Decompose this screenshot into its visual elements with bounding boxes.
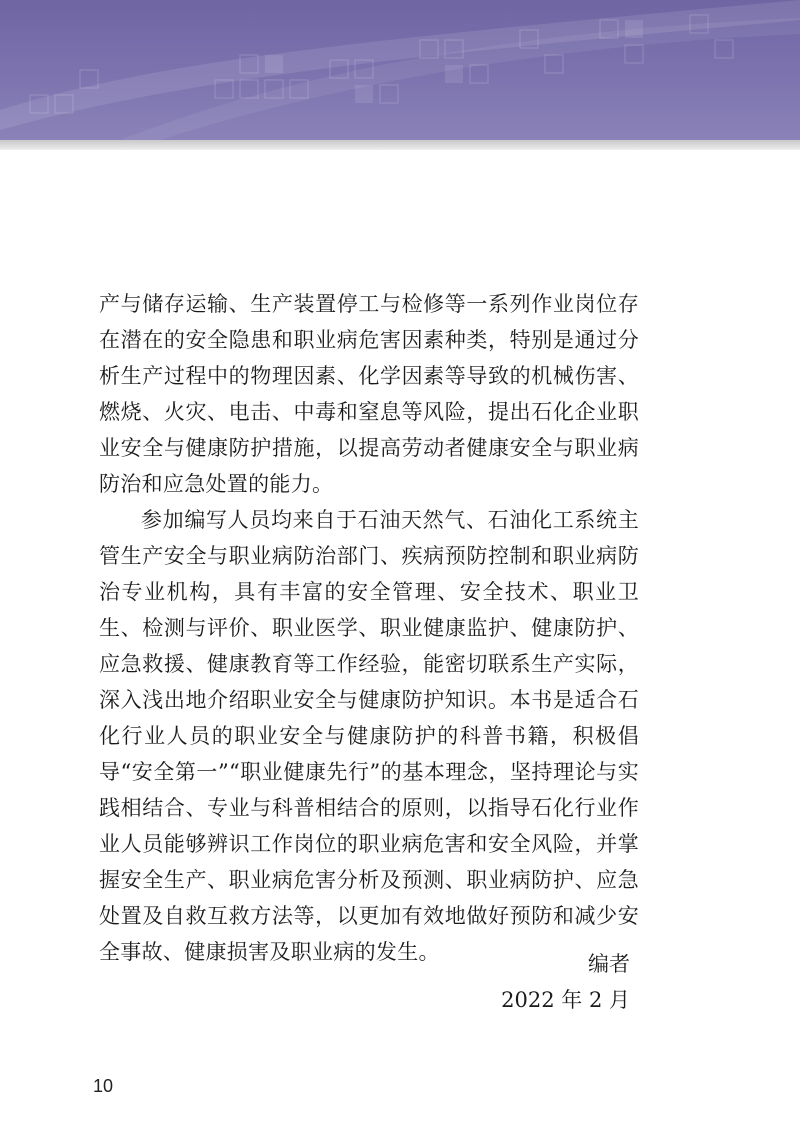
header-shadow-strip — [0, 140, 800, 150]
author-signature: 编者 — [588, 952, 630, 976]
preface-date: 2022 年 2 月 — [501, 988, 630, 1012]
paragraph-2: 参加编写人员均来自于石油天然气、石油化工系统主管生产安全与职业病防治部门、疾病预防控制和职业病防治专业机构，具有丰富的安全管理、安全技术、职业卫生、检测与评价、职业医学、职业健康监护、健康防护、应急救援、健康教育等工作经验，能密切联系生产实际，深入浅出地介绍职业安全与健康防护知识。本书是适合石化行业人员的职业安全与健康防护的科普书籍，积极倡导“安全第一”“职业健康先行”的基本理念，坚持理论与实践相结合、专业与科普相结合的原则，以指导石化行业作业人员能够辨识工作岗位的职业病危害和安全风险，并掌握安全生产、职业病危害分析及预测、职业病防护、应急处置及自救互救方法等，以更加有效地做好预防和减少安全事故、健康损害及职业病的发生。 — [99, 508, 639, 964]
page-number: 10 — [93, 1076, 114, 1096]
header-decorative-band — [0, 0, 800, 140]
header-pattern-graphic — [0, 0, 800, 140]
paragraph-1: 产与储存运输、生产装置停工与检修等一系列作业岗位存在潜在的安全隐患和职业病危害因素种类，特别是通过分析生产过程中的物理因素、化学因素等导致的机械伤害、燃烧、火灾、电击、中毒和窒息等风险，提出石化企业职业安全与健康防护措施，以提高劳动者健康安全与职业病防治和应急处置的能力。 — [99, 292, 639, 496]
preface-body — [99, 286, 639, 970]
